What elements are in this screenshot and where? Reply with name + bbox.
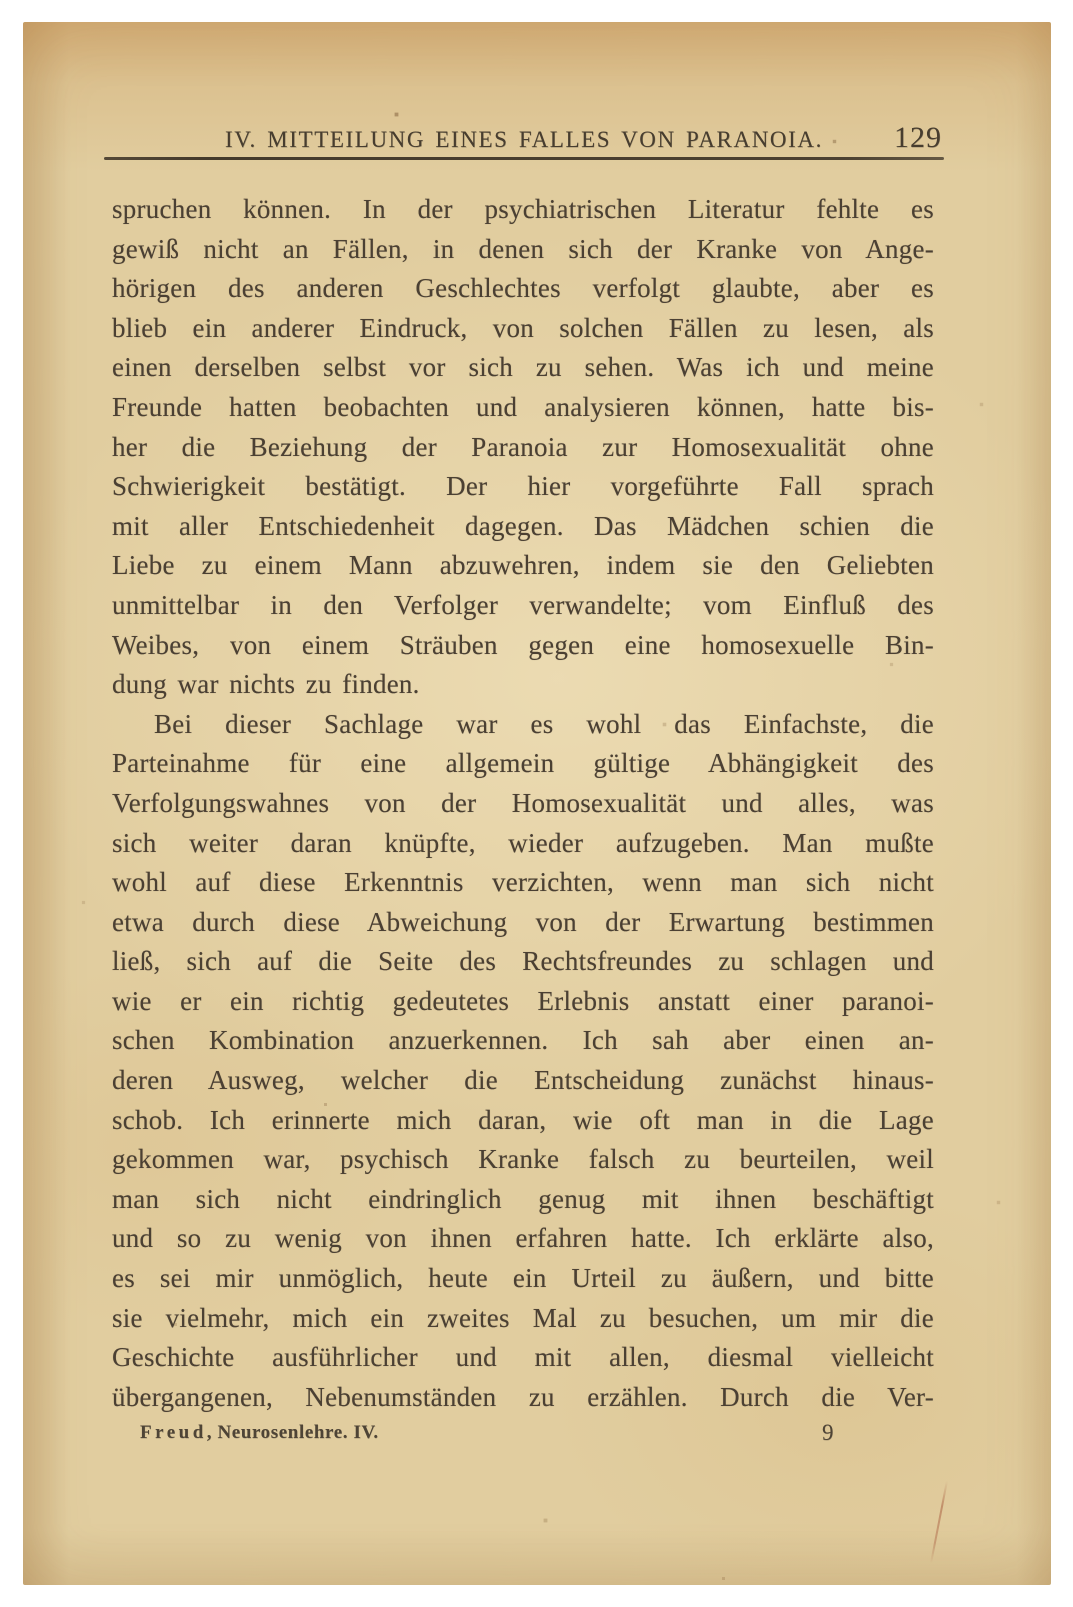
text-line: hörigen des anderen Geschlechtes verfolgt glaubte, aber es [112, 273, 934, 304]
footer-author-name: Freud [140, 1422, 207, 1443]
page-number: 129 [894, 121, 942, 154]
paper-fiber [930, 1481, 948, 1564]
text-line: gekommen war, psychisch Kranke falsch zu beurteilen, weil [112, 1144, 934, 1175]
text-line: wohl auf diese Erkenntnis verzichten, wenn man sich nicht [112, 867, 934, 898]
body-text [112, 190, 934, 1417]
text-line: Geschichte ausführlicher und mit allen, diesmal vielleicht [112, 1342, 934, 1373]
page-footer [112, 1422, 934, 1452]
text-line: und so zu wenig von ihnen erfahren hatte. Ich erklärte also, [112, 1223, 934, 1254]
text-line: mit aller Entschiedenheit dagegen. Das Mädchen schien die [112, 510, 934, 541]
text-line: her die Beziehung der Paranoia zur Homosexualität ohne [112, 431, 934, 462]
text-line: unmittelbar in den Verfolger verwandelte; vom Einfluß des [112, 589, 934, 620]
text-line: Liebe zu einem Mann abzuwehren, indem sie den Geliebten [112, 550, 934, 581]
text-line: Schwierigkeit bestätigt. Der hier vorgeführte Fall sprach [112, 471, 934, 502]
text-line: man sich nicht eindringlich genug mit ihnen beschäftigt [112, 1183, 934, 1214]
footer-work-title: , Neurosenlehre. IV. [206, 1422, 379, 1443]
paper-sheet [23, 22, 1051, 1585]
text-line: Weibes, von einem Sträuben gegen eine homosexuelle Bin- [112, 629, 934, 660]
text-line: deren Ausweg, welcher die Entscheidung zunächst hinaus- [112, 1065, 934, 1096]
text-line: wie er ein richtig gedeutetes Erlebnis anstatt einer paranoi- [112, 985, 934, 1016]
text-line: schen Kombination anzuerkennen. Ich sah aber einen an- [112, 1025, 934, 1056]
page-header [104, 121, 944, 159]
sheet-signature-number: 9 [822, 1420, 834, 1445]
text-line: blieb ein anderer Eindruck, von solchen Fällen zu lesen, als [112, 312, 934, 343]
text-line: schob. Ich erinnerte mich daran, wie oft man in die Lage [112, 1104, 934, 1135]
text-line: Parteinahme für eine allgemein gültige Abhängigkeit des [112, 748, 934, 779]
running-title: IV. MITTEILUNG EINES FALLES VON PARANOIA. [225, 127, 823, 152]
text-line: einen derselben selbst vor sich zu sehen. Was ich und meine [112, 352, 934, 383]
text-line: ließ, sich auf die Seite des Rechtsfreundes zu schlagen und [112, 946, 934, 977]
text-line: sich weiter daran knüpfte, wieder aufzugeben. Man mußte [112, 827, 934, 858]
header-rule [104, 157, 944, 160]
text-line: spruchen können. In der psychiatrischen Literatur fehlte es [112, 194, 934, 224]
text-line: Bei dieser Sachlage war es wohl das Einfachste, die [154, 708, 934, 739]
text-line: gewiß nicht an Fällen, in denen sich der Kranke von Ange- [112, 233, 934, 264]
text-line: etwa durch diese Abweichung von der Erwartung bestimmen [112, 906, 934, 937]
text-line: dung war nichts zu finden. [112, 669, 420, 700]
paper-speck-layer [23, 22, 24, 23]
text-line: sie vielmehr, mich ein zweites Mal zu besuchen, um mir die [112, 1302, 934, 1333]
text-line: übergangenen, Nebenumständen zu erzählen. Durch die Ver- [112, 1381, 934, 1412]
text-line: Verfolgungswahnes von der Homosexualität und alles, was [112, 787, 934, 818]
footer-signature [140, 1422, 379, 1444]
text-line: Freunde hatten beobachten und analysieren können, hatte bis- [112, 391, 934, 422]
text-line: es sei mir unmöglich, heute ein Urteil zu äußern, und bitte [112, 1263, 934, 1294]
